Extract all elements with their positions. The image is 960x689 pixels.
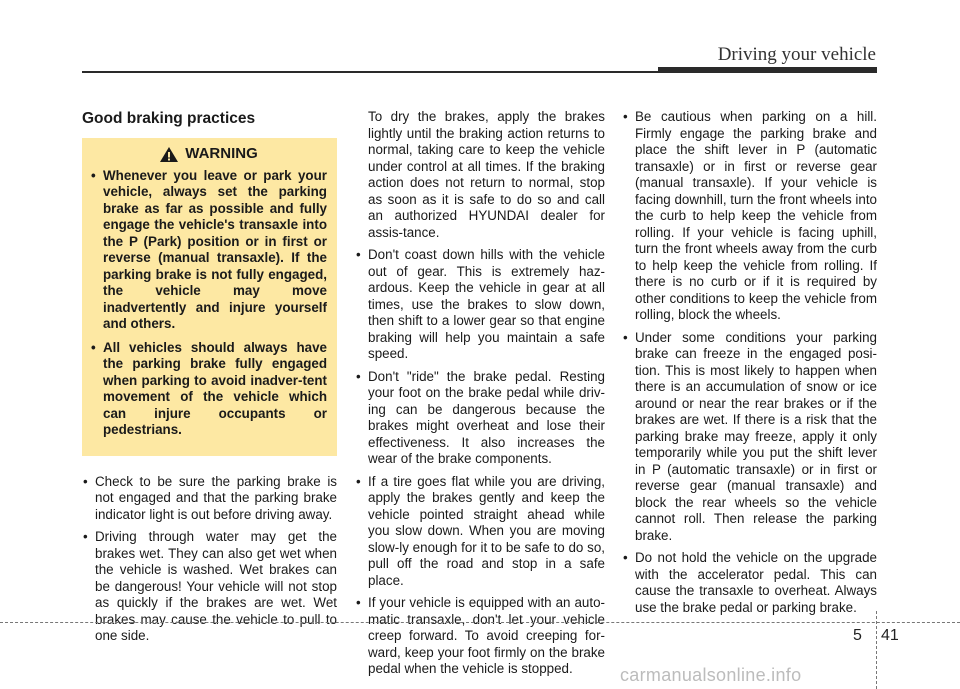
warning-item: • Whenever you leave or park your vehicle, always set the parking brake as far as possible and fully engage the vehicle's transaxle into the P (Park) position or in first or reverse (manual transaxle). If the parking brake is not fully engaged, the vehicle may move inadvertently and injure yourself and others.: [90, 168, 327, 333]
warning-item: • All vehicles should always have the parking brake fully engaged when parking to avoid inadver-tent movement of the vehicle which can injure occupants or pedestrians.: [90, 340, 327, 439]
list-item: • Don't "ride" the brake pedal. Resting your foot on the brake pedal while driv-ing can be dangerous because the brakes might overheat and lose their effectiveness. It also increases the wear of the brake components.: [355, 369, 605, 468]
list-item: • If a tire goes flat while you are driving, apply the brakes gently and keep the vehicle pointed straight ahead while you slow down. When you are moving slow-ly enough for it to be safe to do so, pull off the road and stop in a safe place.: [355, 474, 605, 590]
column-2: [355, 109, 605, 684]
column-1: [82, 109, 337, 651]
list-item: • Check to be sure the parking brake is not engaged and that the parking brake indicator light is out before driving away.: [82, 474, 337, 524]
list-item: • Be cautious when parking on a hill. Firmly engage the parking brake and place the shift lever in P (automatic transaxle) or in first or reverse gear (manual transaxle). If your vehicle is facing downhill, turn the front wheels into the curb to help keep the vehicle from rolling. If your vehicle is facing uphill, turn the front wheels away from the curb to help keep the vehicle from rolling. If there is no curb or if it is required by other conditions to keep the vehicle from rolling, block the wheels.: [622, 109, 877, 324]
page-number: 41: [881, 627, 899, 644]
warning-title-text: WARNING: [185, 144, 258, 162]
warning-triangle-icon: [159, 146, 179, 163]
footer-rule: [0, 622, 960, 623]
continuation-paragraph: To dry the brakes, apply the brakes lightly until the braking action returns to normal, taking care to keep the vehicle under control at all times. If the braking action does not return to normal, stop as soon as it is safe to do so and call an authorized HYUNDAI dealer for assis-tance.: [368, 109, 605, 240]
column-3: [622, 109, 877, 622]
warning-box: [82, 138, 337, 456]
col1-list: [82, 474, 337, 645]
footer-divider: [876, 611, 877, 689]
warning-list: [90, 168, 327, 439]
col3-list: [622, 109, 877, 616]
list-item: • Don't coast down hills with the vehicle out of gear. This is extremely haz-ardous. Keep the vehicle in gear at all times, use the brakes to slow down, then shift to a lower gear so that engine braking will help you maintain a safe speed.: [355, 247, 605, 363]
list-item: • Driving through water may get the brakes wet. They can also get wet when the vehicle is washed. Wet brakes can be dangerous! Your vehicle will not stop as quickly if the brakes are wet. Wet brakes may cause the vehicle to pull to one side.: [82, 529, 337, 645]
header-rule-accent: [658, 67, 877, 73]
col2-list: [355, 247, 605, 678]
list-item: • Under some conditions your parking brake can freeze in the engaged posi-tion. This is most likely to happen when there is an accumulation of snow or ice around or near the rear brakes or if the brakes are wet. If there is a risk that the parking brake may freeze, apply it only temporarily while you put the shift lever in P (automatic transaxle) or in first or reverse gear (manual transaxle) and block the rear wheels so the vehicle cannot roll. Then release the parking brake.: [622, 330, 877, 545]
watermark: carmanualsonline.info: [620, 665, 802, 685]
list-item: • Do not hold the vehicle on the upgrade with the accelerator pedal. This can cause the transaxle to overheat. Always use the brake pedal or parking brake.: [622, 550, 877, 616]
warning-title: [90, 146, 327, 163]
page-header-title: Driving your vehicle: [717, 44, 876, 65]
list-item: • If your vehicle is equipped with an auto-matic transaxle, don't let your vehicle creep forward. To avoid creeping for-ward, keep your foot firmly on the brake pedal when the vehicle is stopped.: [355, 595, 605, 678]
section-heading: Good braking practices: [82, 110, 256, 127]
chapter-number: 5: [853, 627, 862, 644]
